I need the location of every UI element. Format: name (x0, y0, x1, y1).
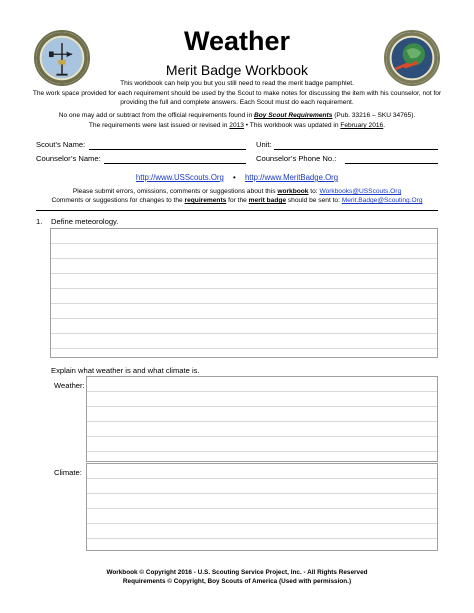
update-date: February 2016 (340, 122, 384, 129)
submit-line-1-start: Please submit errors, omissions, comments or suggestions about this (72, 188, 278, 195)
workbooks-email-link[interactable]: Workbooks@USScouts.Org (319, 188, 402, 195)
intro-line-2: The work space provided for each requirement should be used by the Scout to make notes for discussing the item with his counselor, not for (32, 90, 442, 97)
weather-label: Weather: (54, 381, 85, 390)
counselor-phone-label: Counselor’s Phone No.: (256, 154, 337, 163)
meritbadge-link[interactable]: http://www.MeritBadge.Org (244, 173, 339, 182)
website-links (0, 173, 474, 182)
scout-name-label: Scout’s Name: (36, 140, 86, 149)
submit-requirements-line (20, 197, 454, 206)
intro-line-4-start: No one may add or subtract from the official requirements found in (58, 112, 254, 119)
revision-label: The requirements were last issued or revised in (88, 122, 230, 129)
revision-year: 2013 (229, 122, 244, 129)
intro-line-3: providing the full and complete answers. Each Scout must do each requirement. (120, 99, 354, 106)
climate-answer-box[interactable] (86, 463, 438, 551)
submit-line-2-for: for the (226, 197, 249, 204)
footer-workbook-copyright: Workbook © Copyright 2016 - U.S. Scouting Service Project, Inc. - All Rights Reserved (106, 569, 368, 576)
intro-line-1: This workbook can help you but you still need to read the merit badge pamphlet. (120, 80, 354, 87)
intro-line-4-end: (Pub. 33216 – SKU 34765). (332, 112, 416, 119)
section-divider (36, 210, 438, 211)
scout-name-field[interactable] (89, 149, 246, 150)
merit-badge-word: merit badge (248, 197, 287, 204)
update-label: • This workbook was updated in (243, 122, 341, 129)
intro-line-5 (20, 122, 454, 131)
intro-line-4 (20, 112, 454, 121)
climate-label: Climate: (54, 468, 82, 477)
usscouts-link[interactable]: http://www.USScouts.Org (135, 173, 224, 182)
intro-line-5-period: . (383, 122, 386, 129)
submit-line-2-to: should be sent to: (286, 197, 342, 204)
counselor-phone-field[interactable] (345, 163, 438, 164)
requirement-1-answer-box[interactable] (50, 228, 438, 358)
submit-errors-line (20, 188, 454, 197)
submit-line-1-to: to: (308, 188, 320, 195)
submit-line-2-start: Comments or suggestions for changes to the (51, 197, 185, 204)
link-separator: • (233, 173, 236, 182)
weather-answer-box[interactable] (86, 376, 438, 462)
unit-label: Unit: (256, 140, 272, 149)
counselor-name-label: Counselor’s Name: (36, 154, 101, 163)
counselor-name-field[interactable] (104, 163, 246, 164)
page-title: Weather (183, 26, 291, 56)
requirement-1-text: Define meteorology. (51, 217, 119, 226)
boy-scout-requirements-title: Boy Scout Requirements (253, 112, 333, 119)
unit-field[interactable] (274, 149, 438, 150)
footer-requirements-copyright: Requirements © Copyright, Boy Scouts of America (Used with permission.) (122, 578, 352, 585)
page-subtitle: Merit Badge Workbook (165, 62, 309, 78)
merit-badge-email-link[interactable]: Merit.Badge@Scouting.Org (341, 197, 423, 204)
workbook-word: workbook (277, 188, 309, 195)
explain-weather-climate-text: Explain what weather is and what climate is. (51, 366, 200, 375)
requirement-1-number: 1. (36, 217, 43, 226)
requirements-word: requirements (184, 197, 227, 204)
